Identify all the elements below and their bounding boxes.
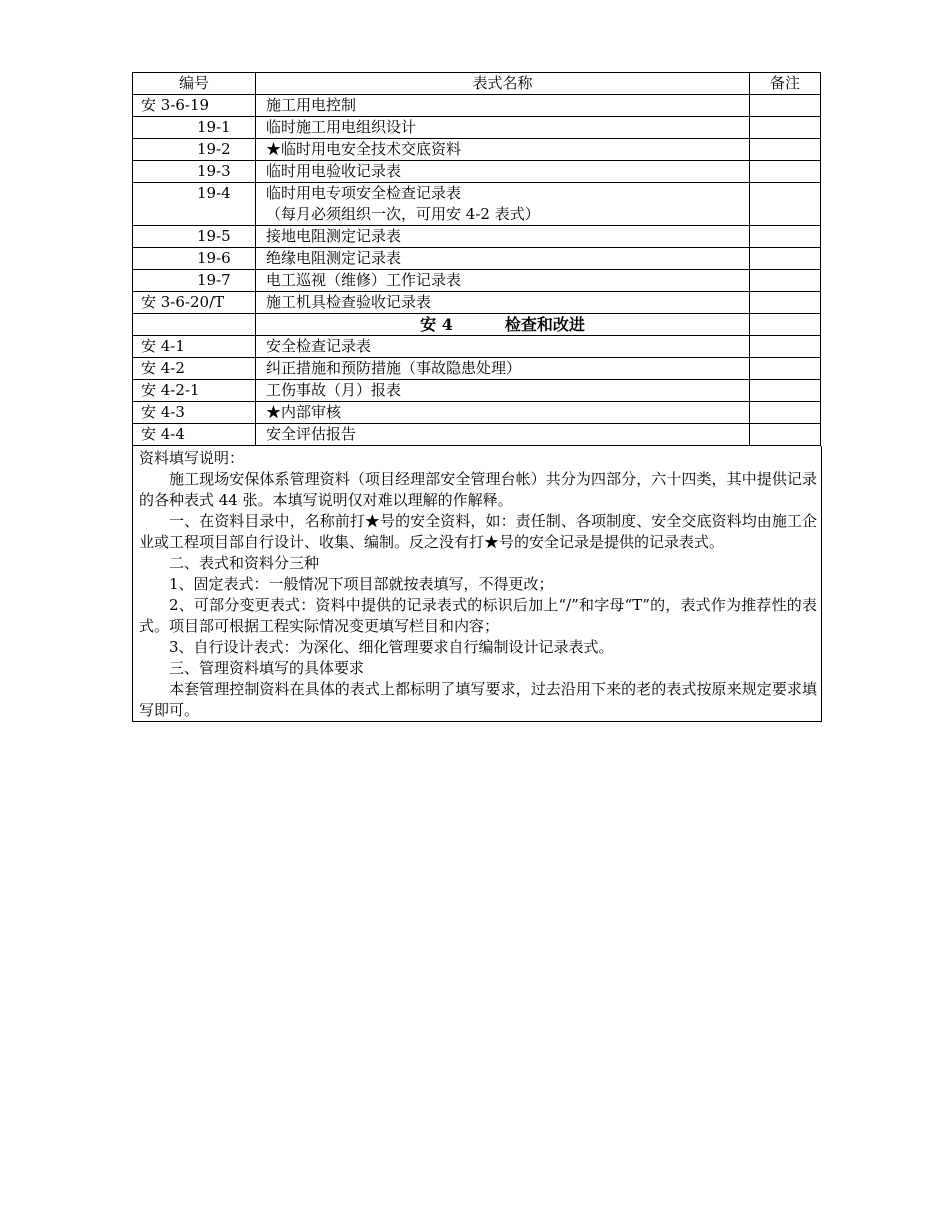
form-code: 19-2 (133, 139, 256, 161)
form-code: 19-6 (133, 248, 256, 270)
fill-instructions (132, 446, 822, 722)
table-row (133, 402, 821, 424)
section-empty-cell (133, 314, 256, 336)
form-note (750, 402, 821, 424)
section-title (256, 314, 750, 336)
form-name (256, 226, 750, 248)
table-row (133, 248, 821, 270)
form-name (256, 95, 750, 117)
table-row (133, 380, 821, 402)
form-name: ★内部审核 (256, 402, 750, 424)
form-code: 19-3 (133, 161, 256, 183)
table-row (133, 270, 821, 292)
instructions-paragraph: 3、自行设计表式：为深化、细化管理要求自行编制设计记录表式。 (169, 638, 614, 656)
form-note (750, 358, 821, 380)
form-code: 安 4-1 (133, 336, 256, 358)
header-row (133, 73, 821, 95)
form-name (256, 270, 750, 292)
instructions-paragraph: 本套管理控制资料在具体的表式上都标明了填写要求，过去沿用下来的老的表式按原来规定要求填写即可。 (139, 680, 817, 719)
instructions-heading: 资料填写说明： (139, 449, 245, 467)
form-name-text: 临时施工用电组织设计 (266, 118, 417, 136)
instructions-paragraph: 一、在资料目录中，名称前打★号的安全资料，如：责任制、各项制度、安全交底资料均由施工企业或工程项目部自行设计、收集、编制。反之没有打★号的安全记录是提供的记录表式。 (139, 512, 817, 551)
form-name-text: 施工用电控制 (266, 96, 357, 114)
form-code: 安 4-3 (133, 402, 256, 424)
catalog-body (133, 73, 821, 446)
form-note (750, 161, 821, 183)
header-note: 备注 (750, 73, 821, 95)
form-name (256, 139, 750, 161)
section-name: 检查和改进 (504, 315, 585, 334)
form-name-text: 绝缘电阻测定记录表 (266, 249, 402, 267)
form-name-text: 临时用电专项安全检查记录表 (266, 184, 462, 202)
form-code: 安 4-4 (133, 424, 256, 446)
form-code: 安 3-6-19 (133, 95, 256, 117)
form-code: 安 3-6-20/T (133, 292, 256, 314)
form-code: 19-7 (133, 270, 256, 292)
form-name: 工伤事故（月）报表 (256, 380, 750, 402)
table-row (133, 117, 821, 139)
form-note (750, 117, 821, 139)
form-note (750, 270, 821, 292)
form-name (256, 117, 750, 139)
table-row (133, 183, 821, 226)
section-note-cell (750, 314, 821, 336)
instructions-paragraph: 2、可部分变更表式：资料中提供的记录表式的标识后加上“/”和字母“T”的，表式作为推荐性的表式。项目部可根据工程实际情况变更填写栏目和内容； (139, 596, 817, 635)
form-code: 19-1 (133, 117, 256, 139)
form-code: 19-4 (133, 183, 256, 226)
catalog-table (132, 72, 821, 446)
form-name (256, 292, 750, 314)
section-code: 安 4 (420, 315, 453, 334)
form-name: 安全评估报告 (256, 424, 750, 446)
form-note (750, 380, 821, 402)
form-code: 安 4-2-1 (133, 380, 256, 402)
table-row (133, 95, 821, 117)
form-note (750, 336, 821, 358)
table-row (133, 336, 821, 358)
form-name-text: 临时用电验收记录表 (266, 162, 402, 180)
section-row (133, 314, 821, 336)
form-note (750, 183, 821, 226)
document-page (132, 72, 820, 722)
header-code: 编号 (133, 73, 256, 95)
form-name: 安全检查记录表 (256, 336, 750, 358)
table-row (133, 358, 821, 380)
form-name-text: 施工机具检查验收记录表 (266, 293, 432, 311)
form-name: 纠正措施和预防措施（事故隐患处理） (256, 358, 750, 380)
table-row (133, 292, 821, 314)
form-note (750, 226, 821, 248)
table-row (133, 424, 821, 446)
table-row (133, 161, 821, 183)
form-code: 19-5 (133, 226, 256, 248)
form-name-text: 电工巡视（维修）工作记录表 (266, 271, 462, 289)
form-name (256, 183, 750, 226)
form-note (750, 248, 821, 270)
form-note (750, 424, 821, 446)
instructions-paragraph: 二、表式和资料分三种 (169, 554, 320, 572)
form-name-subtext: （每月必须组织一次，可用安 4-2 表式） (266, 205, 540, 223)
instructions-paragraph: 三、管理资料填写的具体要求 (169, 659, 365, 677)
form-name (256, 248, 750, 270)
instructions-paragraph: 1、固定表式：一般情况下项目部就按表填写，不得更改； (169, 575, 554, 593)
header-name: 表式名称 (256, 73, 750, 95)
table-row (133, 139, 821, 161)
table-row (133, 226, 821, 248)
form-note (750, 95, 821, 117)
form-code: 安 4-2 (133, 358, 256, 380)
instructions-paragraph: 施工现场安保体系管理资料（项目经理部安全管理台帐）共分为四部分，六十四类，其中提供记录的各种表式 44 张。本填写说明仅对难以理解的作解释。 (139, 470, 817, 509)
form-note (750, 139, 821, 161)
form-name-text: 接地电阻测定记录表 (266, 227, 402, 245)
form-name (256, 161, 750, 183)
form-name-text: ★临时用电安全技术交底资料 (266, 140, 462, 158)
form-note (750, 292, 821, 314)
